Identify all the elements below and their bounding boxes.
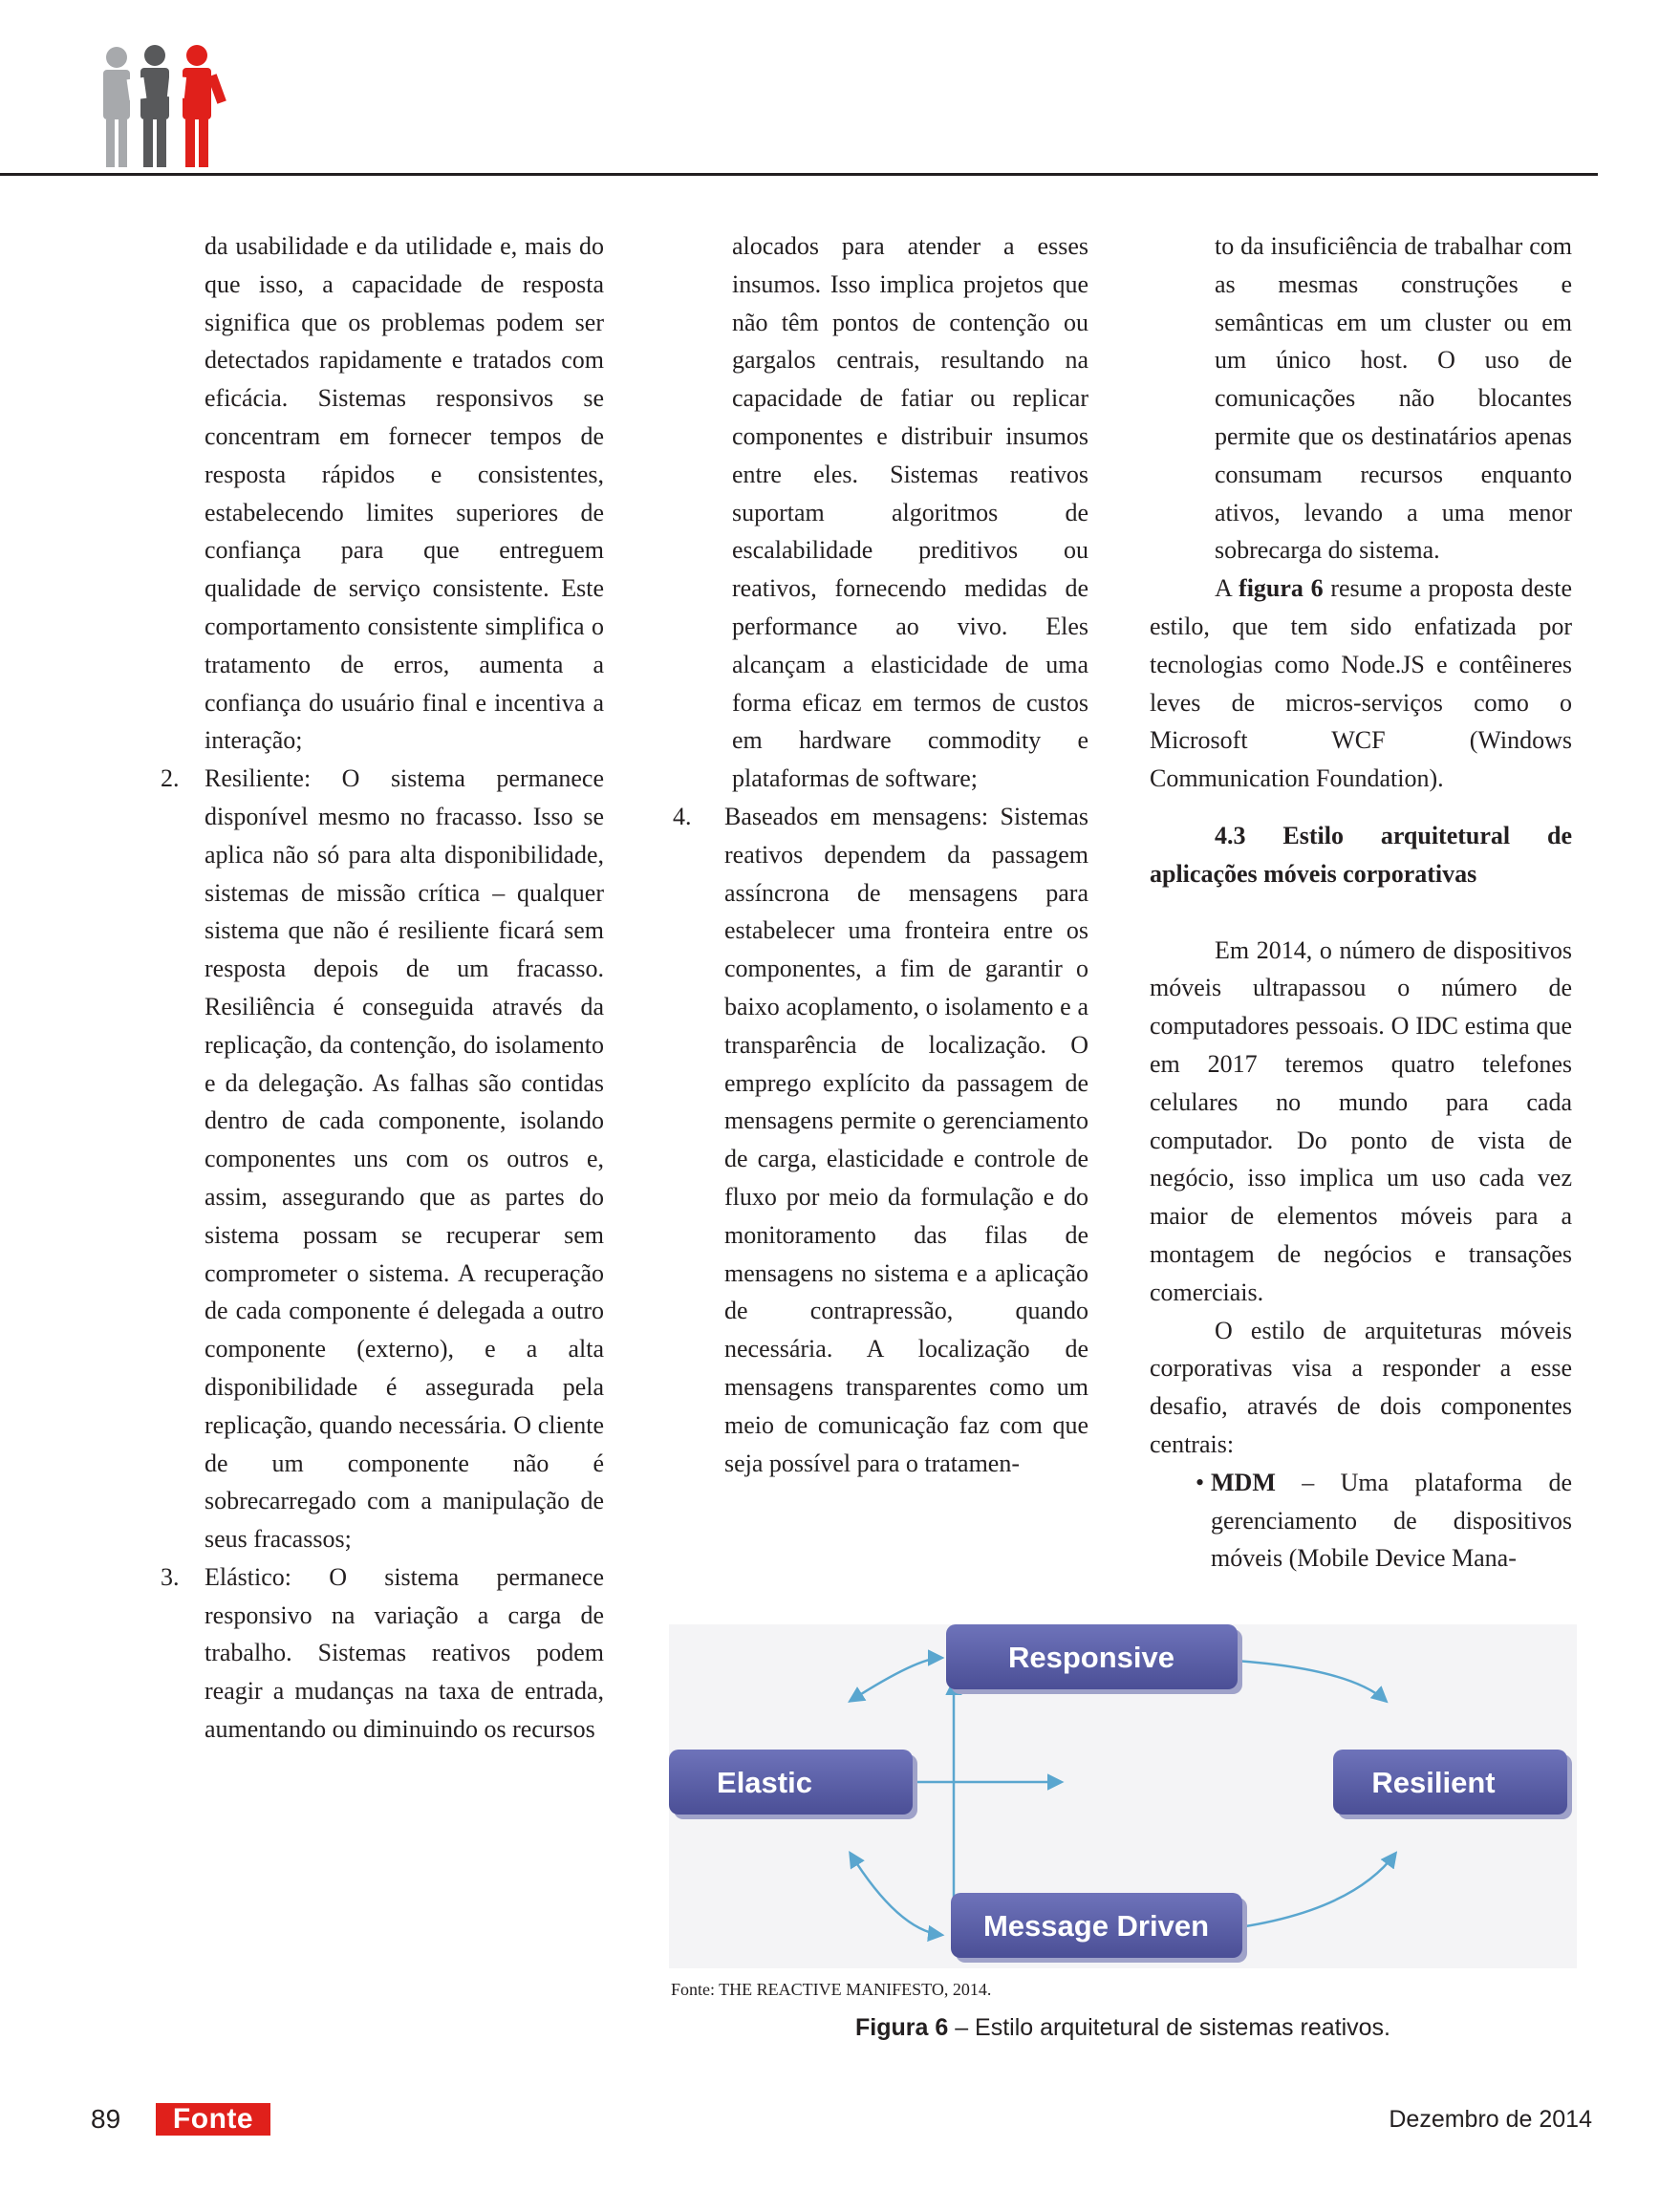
bullet-item xyxy=(1150,1464,1572,1578)
text-span: resume a proposta deste estilo, que tem sido enfatizada por tecnologias como Node.JS e contêineres leves de micros-serviços como o Microsoft WCF (Windows Communication Foundation). xyxy=(1150,574,1572,793)
node-label-resilient: Resilient xyxy=(1371,1766,1496,1799)
list-item-text: Resiliente: O sistema permanece disponível mesmo no fracasso. Isso se aplica não só para alta disponibilidade, sistemas de missão crítica – qualquer sistema que não é resiliente ficará sem resposta depois de um fracasso. Resiliência é conseguida através da replicação, da contenção, do isolamento e da delegação. As falhas são contidas dentro de cada componente, isolando componentes uns com os outros e, assim, assegurando que as partes do sistema possam se recuperar sem comprometer o sistema. A recuperação de cada componente é delegada a outro componente (externo), e a alta disponibilidade é assegurada pela replicação, quando necessária. O cliente de um componente não é sobrecarregado com a manipulação de seus fracassos; xyxy=(205,764,604,1554)
paragraph: Em 2014, o número de dispositivos móveis ultrapassou o número de computadores pessoais. O IDC estima que em 2017 teremos quatro telefones celulares no mundo para cada computador. Do ponto de vista de negócio, isso implica um uso cada vez maior de elementos móveis para a montagem de negócios e transações comerciais. xyxy=(1150,935,1572,1306)
text-span: A xyxy=(1215,574,1239,603)
paragraph: alocados para atender a esses insumos. Isso implica projetos que não têm pontos de contenção ou gargalos centrais, resultando na capacidade de fatiar ou replicar componentes e distribuir insumos entre eles. Sistemas reativos suportam algoritmos de escalabilidade preditivos ou reativos, fornecendo medidas de performance ao vivo. Eles alcançam a elasticidade de uma forma eficaz em termos de custos em hardware commodity e plataformas de software; xyxy=(732,232,1088,793)
figure-reference: figura 6 xyxy=(1239,574,1324,603)
figure-source: Fonte: THE REACTIVE MANIFESTO, 2014. xyxy=(671,1980,992,1999)
diagram-svg xyxy=(669,1624,1577,1968)
text-column-3 xyxy=(1150,227,1572,1578)
list-number: 4. xyxy=(673,802,692,830)
bullet-term: MDM xyxy=(1211,1468,1276,1496)
brand-logo: Fonte xyxy=(156,2103,270,2136)
header-rule xyxy=(0,173,1598,176)
section-heading: 4.3 Estilo arquitetural de aplicações móveis corporativas xyxy=(1150,821,1572,888)
node-label-responsive: Responsive xyxy=(1007,1641,1175,1674)
page-number: 89 xyxy=(91,2104,121,2134)
node-message-driven xyxy=(951,1893,1247,1963)
node-resilient xyxy=(1333,1750,1572,1819)
paragraph: to da insuficiência de trabalhar com as mesmas construções e semânticas em um cluster ou em um único host. O uso de comunicações não blocantes permite que os destinatários apenas consumam recursos enquanto ativos, levando a uma menor sobrecarga do sistema. xyxy=(1215,232,1572,565)
list-item-text: Elástico: O sistema permanece responsivo na variação a carga de trabalho. Sistemas reativos podem reagir a mudanças na taxa de entrada, aumentando ou diminuindo os recursos xyxy=(205,1562,604,1744)
list-item-text: Baseados em mensagens: Sistemas reativos dependem da passagem assíncrona de mensagens para estabelecer uma fronteira entre os componentes, a fim de garantir o baixo acoplamento, o isolamento e a transparência de localização. O emprego explícito da passagem de mensagens permite o gerenciamento de carga, elasticidade e controle de fluxo por meio da formulação e do monitoramento das filas de mensagens no sistema e a aplicação de contrapressão, quando necessária. A localização de mensagens transparentes como um meio de comunicação faz com que seja possível para o tratamen- xyxy=(724,802,1088,1477)
figure-caption-text: – Estilo arquitetural de sistemas reativos. xyxy=(948,2014,1390,2041)
node-responsive xyxy=(946,1624,1242,1694)
list-number: 3. xyxy=(161,1562,180,1591)
paragraph xyxy=(1150,569,1572,798)
issue-date: Dezembro de 2014 xyxy=(1389,2106,1592,2133)
bullet-icon: • xyxy=(1196,1468,1205,1496)
list-item xyxy=(161,760,604,1558)
people-logo-icon xyxy=(96,38,239,172)
node-label-elastic: Elastic xyxy=(717,1766,812,1799)
reactive-diagram xyxy=(669,1624,1577,1968)
node-elastic xyxy=(669,1750,917,1819)
bullet-text xyxy=(1211,1464,1572,1578)
text-column-2 xyxy=(673,227,1088,1482)
list-item xyxy=(673,798,1088,1482)
paragraph: da usabilidade e da utilidade e, mais do que isso, a capacidade de resposta significa que os problemas podem ser detectados rapidamente e tratados com eficácia. Sistemas responsivos se concentram em fornecer tempos de resposta rápidos e consistentes, estabelecendo limites superiores de confiança para que entreguem qualidade de serviço consistente. Este comportamento consistente simplifica o tratamento de erros, aumenta a confiança do usuário final e incentiva a interação; xyxy=(205,232,604,755)
figure-caption xyxy=(669,2014,1577,2042)
text-column-1 xyxy=(161,227,604,1749)
list-number: 2. xyxy=(161,764,180,793)
list-item xyxy=(161,1558,604,1749)
text-span: – Uma plataforma de gerenciamento de dispositivos móveis (Mobile Device Mana- xyxy=(1211,1468,1572,1573)
paragraph: O estilo de arquiteturas móveis corporativas visa a responder a esse desafio, através de dois componentes centrais: xyxy=(1150,1316,1572,1458)
figure-caption-label: Figura 6 xyxy=(855,2014,949,2041)
node-label-message-driven: Message Driven xyxy=(982,1909,1210,1943)
